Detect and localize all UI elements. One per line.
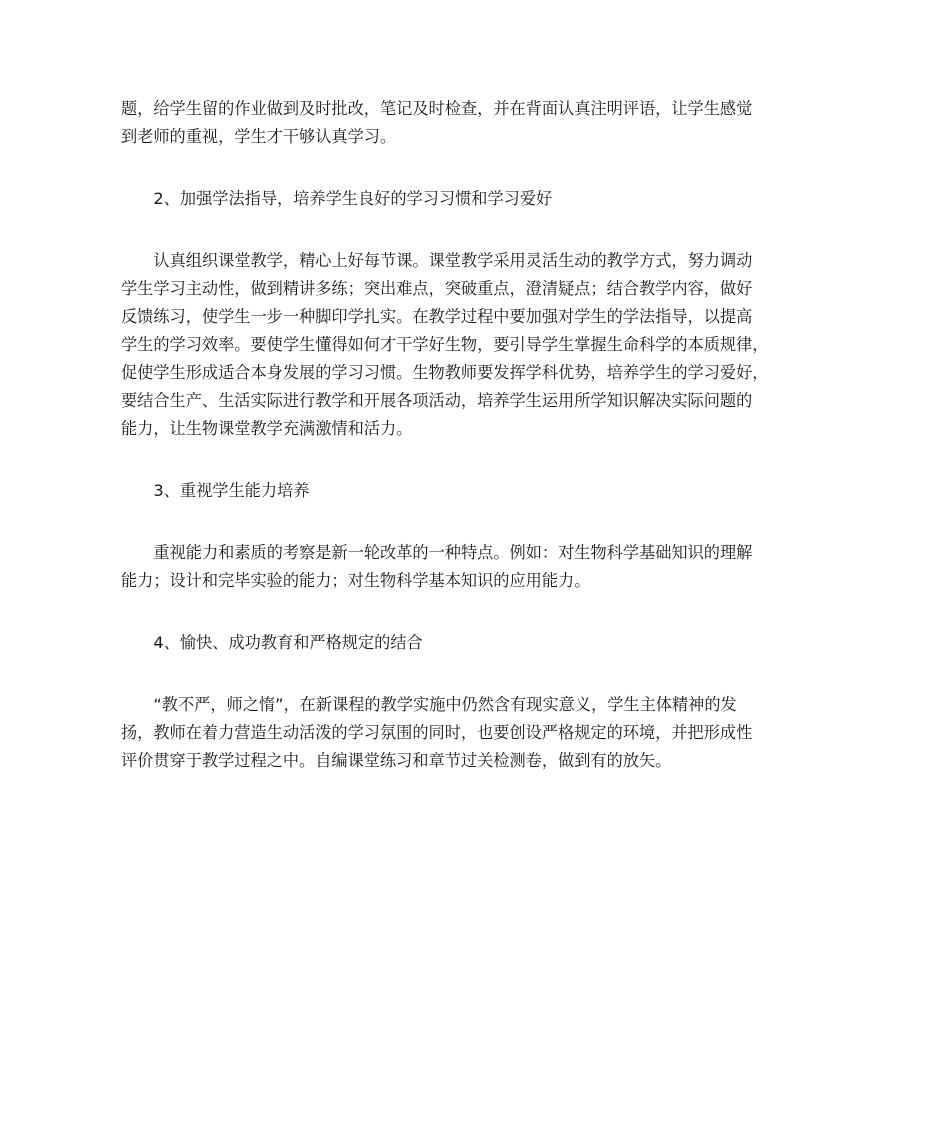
paragraph-ability-training: 重视能力和素质的考察是新一轮改革的一种特点。例如：对生物科学基础知识的理解 能力；设计和完毕实验的能力；对生物科学基本知识的应用能力。 — [121, 543, 753, 590]
paragraph-study-methods: 认真组织课堂教学，精心上好每节课。课堂教学采用灵活生动的教学方式，努力调动 学生学习主动性，做到精讲多练；突出难点，突破重点，澄清疑点；结合教学内容，做好 反馈练习，使学生一步一种脚印学扎实。在教学过程中要加强对学生的学法指导，以提高 学生的学习效率。要使学生懂得如何才干学好生物，要引导学生掌握生命科学的本质规律， 促使学生形成适合本身发展的学习习惯。生物教师要发挥学科优势，培养学生的学习爱好， 要结合生产、生活实际进行教学和开展各项活动，培养学生运用所学知识解决实际问题的 能力，让生物课堂教学充满激情和活力。 — [121, 251, 769, 438]
paragraph-strict-education: “教不严，师之惰”，在新课程的教学实施中仍然含有现实意义，学生主体精神的发 扬，教师在着力营造生动活泼的学习氛围的同时，也要创设严格规定的环境，并把形成性 评价贯穿于教学过程之中。自编课堂练习和章节过关检测卷，做到有的放矢。 — [121, 695, 753, 770]
section-heading-3: 3、重视学生能力培养 — [153, 481, 310, 500]
spacer — [121, 213, 831, 247]
section-heading-2: 2、加强学法指导，培养学生良好的学习习惯和学习爱好 — [153, 189, 553, 208]
spacer — [121, 657, 831, 691]
spacer — [121, 151, 831, 185]
paragraph-continuation: 题，给学生留的作业做到及时批改，笔记及时检查，并在背面认真注明评语，让学生感觉 到老师的重视，学生才干够认真学习。 — [121, 99, 753, 146]
section-heading-4: 4、愉快、成功教育和严格规定的结合 — [153, 633, 423, 652]
document-body — [121, 95, 831, 775]
spacer — [121, 443, 831, 477]
spacer — [121, 595, 831, 629]
spacer — [121, 505, 831, 539]
